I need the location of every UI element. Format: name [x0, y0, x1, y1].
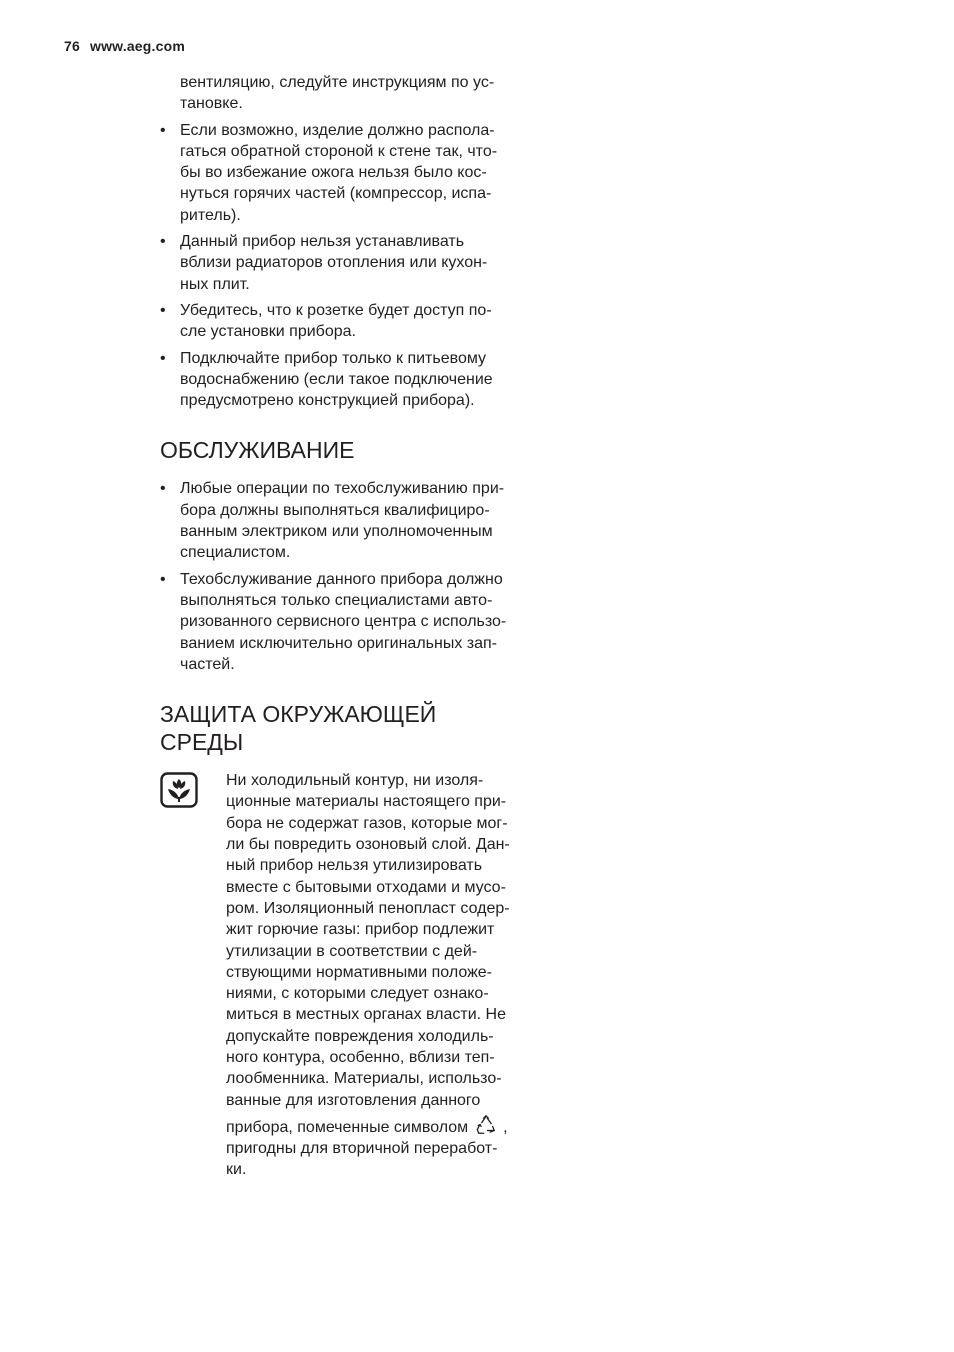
intro-paragraph: вентиляцию, следуйте инструкциям по ус- тановке.: [180, 74, 495, 113]
list-item: • Любые операции по техобслуживанию при- бора должны выполняться квалифициро- ванным электриком или уполномоченным специалистом.: [160, 480, 505, 562]
content-column: [160, 72, 520, 1181]
list-item: • Данный прибор нельзя устанавливать вблизи радиаторов отопления или кухон- ных плит.: [160, 233, 488, 293]
bullet: •: [160, 233, 166, 251]
page-header: [64, 38, 185, 54]
bullet: •: [160, 121, 166, 139]
list-item: • Подключайте прибор только к питьевому водоснабжению (если такое подключение предусмотрено конструкцией прибора).: [160, 349, 493, 410]
environment-heading: ЗАЩИТА ОКРУЖАЮЩЕЙ СРЕДЫ: [160, 701, 437, 756]
website-link[interactable]: www.aeg.com: [89, 38, 186, 54]
bullet: •: [160, 349, 166, 367]
bullet: •: [160, 570, 166, 588]
service-heading: ОБСЛУЖИВАНИЕ: [160, 437, 355, 464]
list-item: • Техобслуживание данного прибора должно выполняться только специалистами авто- ризованного сервисного центра с использо- ванием исключительно оригинальных зап- частей.: [160, 570, 507, 673]
symbol-line: прибора, помеченные символом ,: [226, 1114, 520, 1138]
eco-flower-icon: [160, 772, 198, 808]
list-item: • Если возможно, изделие должно распола- гаться обратной стороной к стене так, что- бы во избежание ожога нельзя было кос- нуться горячих частей (компрессор, испа- ритель).: [160, 121, 498, 224]
page-number: 76: [64, 38, 80, 54]
bullet: •: [160, 301, 166, 319]
recycle-icon: [475, 1114, 497, 1136]
list-item: • Убедитесь, что к розетке будет доступ по- сле установки прибора.: [160, 301, 492, 341]
bullet: •: [160, 480, 166, 498]
environment-block: [160, 770, 520, 1181]
environment-text: Ни холодильный контур, ни изоля- ционные материалы настоящего при- бора не содержат газов, которые мог- ли бы повредить озоновый слой. Дан- ный прибор нельзя утилизировать вместе с бытовыми отходами и мусо- ром. Изоляционный пенопласт содер- жит горючие газы: прибор подлежит утилизации в соответствии с дей- ствующими нормативными положе- ниями, с которыми следует ознако- миться в местных органах власти. Не допускайте повреждения холодиль- ного контура, особенно, вблизи теп- лообменника. Материалы, использо- ванные для изготовления данного прибора, помеченные символом , пригодны для вторичной переработ- ки.: [226, 770, 520, 1181]
